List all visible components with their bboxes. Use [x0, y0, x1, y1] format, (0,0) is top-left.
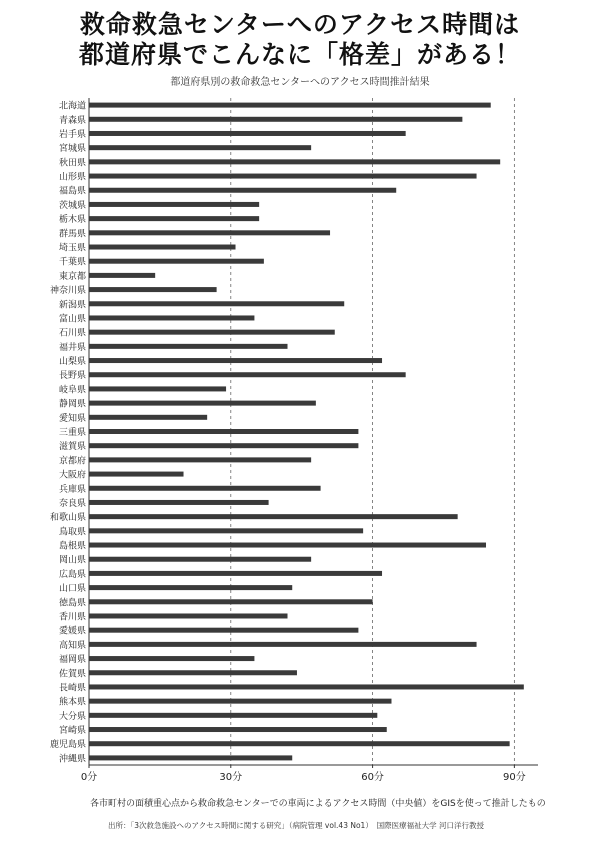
category-label-36: 徳島県 [58, 598, 86, 609]
category-label-46: 鹿児島県 [49, 740, 86, 751]
category-label-31: 鳥取県 [58, 527, 86, 538]
category-label-28: 兵庫県 [58, 484, 86, 495]
category-label-26: 京都府 [58, 456, 86, 467]
category-label-22: 静岡県 [58, 399, 86, 410]
category-label-14: 神奈川県 [49, 286, 86, 297]
category-label-15: 新潟県 [58, 300, 86, 311]
bar-18 [89, 344, 288, 349]
chart-footnote: 各市町村の面積重心点から救命救急センターでの車両によるアクセス時間（中央値）をGISを使って推計したもの [90, 799, 546, 809]
category-label-12: 千葉県 [58, 257, 86, 268]
category-label-23: 愛知県 [58, 413, 86, 424]
category-label-21: 岐阜県 [58, 385, 86, 396]
chart-subtitle: 都道府県別の救命救急センターへのアクセス時間推計結果 [170, 77, 430, 88]
category-label-45: 宮崎県 [58, 726, 86, 737]
category-label-44: 大分県 [58, 711, 86, 722]
category-label-43: 熊本県 [58, 697, 86, 708]
bar-27 [89, 472, 184, 477]
bar-4 [89, 145, 311, 150]
category-label-9: 栃木県 [58, 215, 86, 226]
bar-47 [89, 755, 292, 760]
category-label-38: 愛媛県 [58, 626, 86, 637]
category-label-7: 福島県 [58, 186, 86, 197]
bar-35 [89, 585, 292, 590]
category-label-19: 山梨県 [58, 357, 86, 368]
bar-34 [89, 571, 382, 576]
category-label-47: 沖縄県 [58, 754, 86, 765]
x-tick-label-0: 0分 [80, 772, 98, 783]
bar-25 [89, 443, 358, 448]
category-label-24: 三重県 [58, 428, 86, 438]
category-label-25: 滋賀県 [58, 442, 86, 453]
bar-38 [89, 628, 358, 633]
bar-7 [89, 188, 396, 193]
bar-29 [89, 500, 269, 505]
category-label-27: 大阪府 [58, 470, 86, 481]
bar-23 [89, 415, 207, 420]
category-label-18: 福井県 [58, 342, 86, 353]
category-label-33: 岡山県 [58, 555, 86, 566]
category-label-8: 茨城県 [58, 200, 86, 211]
category-label-16: 富山県 [58, 314, 86, 325]
chart-title-line-1: 救命救急センターへのアクセス時間は [79, 10, 521, 39]
category-label-10: 群馬県 [58, 229, 86, 240]
category-label-13: 東京都 [58, 271, 86, 282]
bar-31 [89, 528, 363, 533]
bar-20 [89, 372, 406, 377]
bar-19 [89, 358, 382, 363]
bar-30 [89, 514, 458, 519]
bar-33 [89, 557, 311, 562]
bar-40 [89, 656, 254, 661]
bar-45 [89, 727, 387, 732]
x-tick-label-2: 60分 [361, 772, 384, 783]
bar-5 [89, 159, 500, 164]
category-label-29: 奈良県 [58, 498, 86, 509]
bar-26 [89, 457, 311, 462]
category-label-30: 和歌山県 [49, 513, 86, 524]
bar-37 [89, 613, 288, 618]
category-label-5: 秋田県 [58, 158, 86, 169]
x-tick-label-3: 90分 [503, 772, 526, 783]
category-label-34: 広島県 [58, 569, 86, 580]
bar-28 [89, 486, 321, 491]
chart-title-line-2: 都道府県でこんなに「格差」がある！ [78, 40, 521, 69]
bar-44 [89, 713, 377, 718]
x-tick-label-1: 30分 [219, 772, 243, 783]
bar-12 [89, 259, 264, 264]
bar-21 [89, 386, 226, 391]
bar-3 [89, 131, 406, 136]
bar-24 [89, 429, 358, 434]
bar-46 [89, 741, 510, 746]
bar-13 [89, 273, 155, 278]
category-label-41: 佐賀県 [58, 669, 86, 680]
category-label-2: 青森県 [58, 115, 86, 126]
bar-16 [89, 315, 254, 320]
bar-39 [89, 642, 477, 647]
category-label-37: 香川県 [58, 612, 86, 623]
bar-6 [89, 174, 477, 179]
bar-2 [89, 117, 462, 122]
category-label-42: 長崎県 [58, 683, 86, 694]
category-label-4: 宮城県 [58, 144, 86, 155]
bar-22 [89, 401, 316, 406]
bar-17 [89, 330, 335, 335]
bar-9 [89, 216, 259, 221]
category-label-17: 石川県 [58, 328, 86, 339]
bar-15 [89, 301, 344, 306]
category-label-3: 岩手県 [58, 129, 86, 140]
category-label-11: 埼玉県 [58, 243, 86, 254]
category-label-35: 山口県 [58, 584, 86, 595]
bar-8 [89, 202, 259, 207]
bar-10 [89, 230, 330, 235]
category-label-32: 島根県 [58, 541, 86, 552]
category-label-40: 福岡県 [58, 655, 86, 666]
bar-11 [89, 245, 236, 250]
bar-36 [89, 599, 373, 604]
bar-32 [89, 543, 486, 548]
category-label-6: 山形県 [58, 172, 86, 183]
bar-41 [89, 670, 297, 675]
bar-14 [89, 287, 217, 292]
category-label-1: 北海道 [58, 101, 86, 112]
category-label-20: 長野県 [58, 371, 86, 382]
bar-42 [89, 684, 524, 689]
category-label-39: 高知県 [58, 640, 86, 651]
chart-source: 出所：「3次救急施設へのアクセス時間に関する研究」（病院管理 vol.43 No1） 国際医療福祉大学 河口洋行教授 [108, 821, 484, 830]
bar-1 [89, 103, 491, 108]
bar-43 [89, 699, 391, 704]
